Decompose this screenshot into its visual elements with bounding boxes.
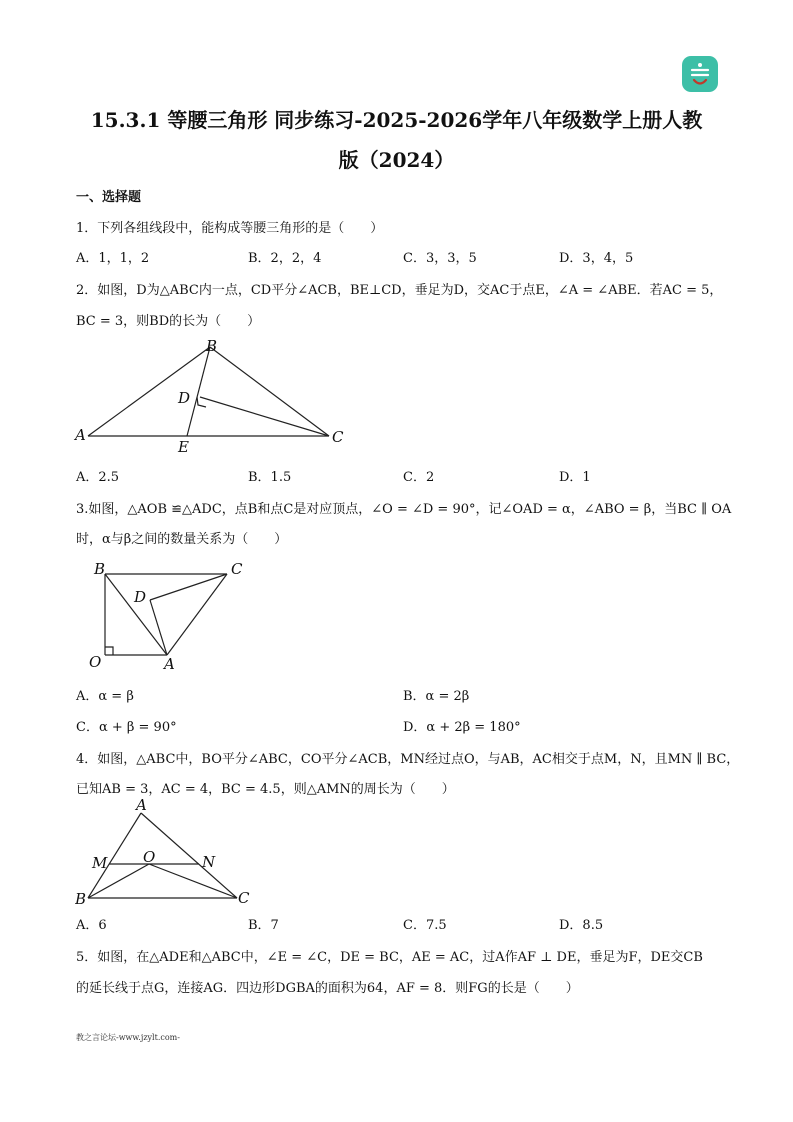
q3-label-b: B (94, 560, 106, 578)
question-3-line1: 3.如图，△AOB ≌△ADC，点B和点C是对应顶点，∠O = ∠D = 90°，记∠OAD = α，∠ABO = β，当BC ∥ OA (76, 502, 732, 517)
q2-figure (70, 336, 360, 458)
q4-option-d: D．8.5 (559, 918, 604, 933)
q4-option-c: C．7.5 (403, 918, 447, 933)
page-title-line1: 15.3.1 等腰三角形 同步练习-2025-2026学年八年级数学上册人教 (90, 108, 703, 132)
q4-label-b: B (75, 890, 87, 908)
page-footer: 教之言论坛-www.jzylt.com- (76, 1033, 180, 1042)
q4-label-a: A (136, 796, 147, 814)
question-5-line2: 的延长线于点G，连接AG．四边形DGBA的面积为64，AF = 8．则FG的长是（ ） (76, 981, 579, 996)
q1-option-d: D．3，4，5 (559, 251, 634, 266)
q4-option-b: B．7 (248, 918, 279, 933)
q2-label-e: E (178, 438, 189, 456)
q4-label-m: M (92, 854, 108, 872)
q2-option-b: B．1.5 (248, 470, 292, 485)
q2-option-d: D．1 (559, 470, 591, 485)
q3-option-d: D．α + 2β = 180° (403, 720, 521, 735)
q1-option-a: A．1，1，2 (76, 251, 150, 266)
q3-option-a: A．α = β (76, 689, 134, 704)
q4-label-o: O (143, 848, 156, 866)
section-heading: 一、选择题 (76, 190, 142, 205)
q3-label-a: A (164, 655, 175, 673)
q2-label-b: B (206, 337, 218, 355)
q3-option-b: B．α = 2β (403, 689, 470, 704)
q3-label-o: O (89, 653, 102, 671)
question-5-line1: 5．如图，在△ADE和△ABC中，∠E = ∠C，DE = BC，AE = AC，过A作AF ⊥ DE，垂足为F，DE交CB (76, 950, 703, 965)
question-2-line2: BC = 3，则BD的长为（ ） (76, 314, 261, 329)
q2-option-c: C．2 (403, 470, 435, 485)
q3-option-c: C．α + β = 90° (76, 720, 177, 735)
q2-label-c: C (332, 428, 344, 446)
question-4-line1: 4．如图，△ABC中，BO平分∠ABC，CO平分∠ACB，MN经过点O，与AB，AC相交于点M，N，且MN ∥ BC， (76, 752, 740, 767)
q3-label-d: D (134, 588, 147, 606)
question-1-stem: 1．下列各组线段中，能构成等腰三角形的是（ ） (76, 221, 384, 236)
q1-option-b: B．2，2，4 (248, 251, 322, 266)
q3-figure (80, 556, 260, 676)
q3-label-c: C (231, 560, 243, 578)
app-logo (682, 56, 718, 92)
question-3-line2: 时，α与β之间的数量关系为（ ） (76, 532, 288, 547)
q4-label-c: C (238, 889, 250, 907)
q4-option-a: A．6 (76, 918, 107, 933)
page-title-line2: 版（2024） (338, 148, 455, 172)
q1-option-c: C．3，3，5 (403, 251, 477, 266)
q2-label-d: D (178, 389, 191, 407)
q4-figure (75, 796, 265, 910)
logo-icon (682, 56, 718, 92)
q2-label-a: A (75, 426, 86, 444)
question-4-line2: 已知AB = 3，AC = 4，BC = 4.5，则△AMN的周长为（ ） (76, 782, 455, 797)
question-2-line1: 2．如图，D为△ABC内一点，CD平分∠ACB，BE⊥CD，垂足为D，交AC于点E，∠A = ∠ABE．若AC = 5， (76, 283, 723, 298)
q2-option-a: A．2.5 (76, 470, 120, 485)
q4-label-n: N (202, 853, 216, 871)
